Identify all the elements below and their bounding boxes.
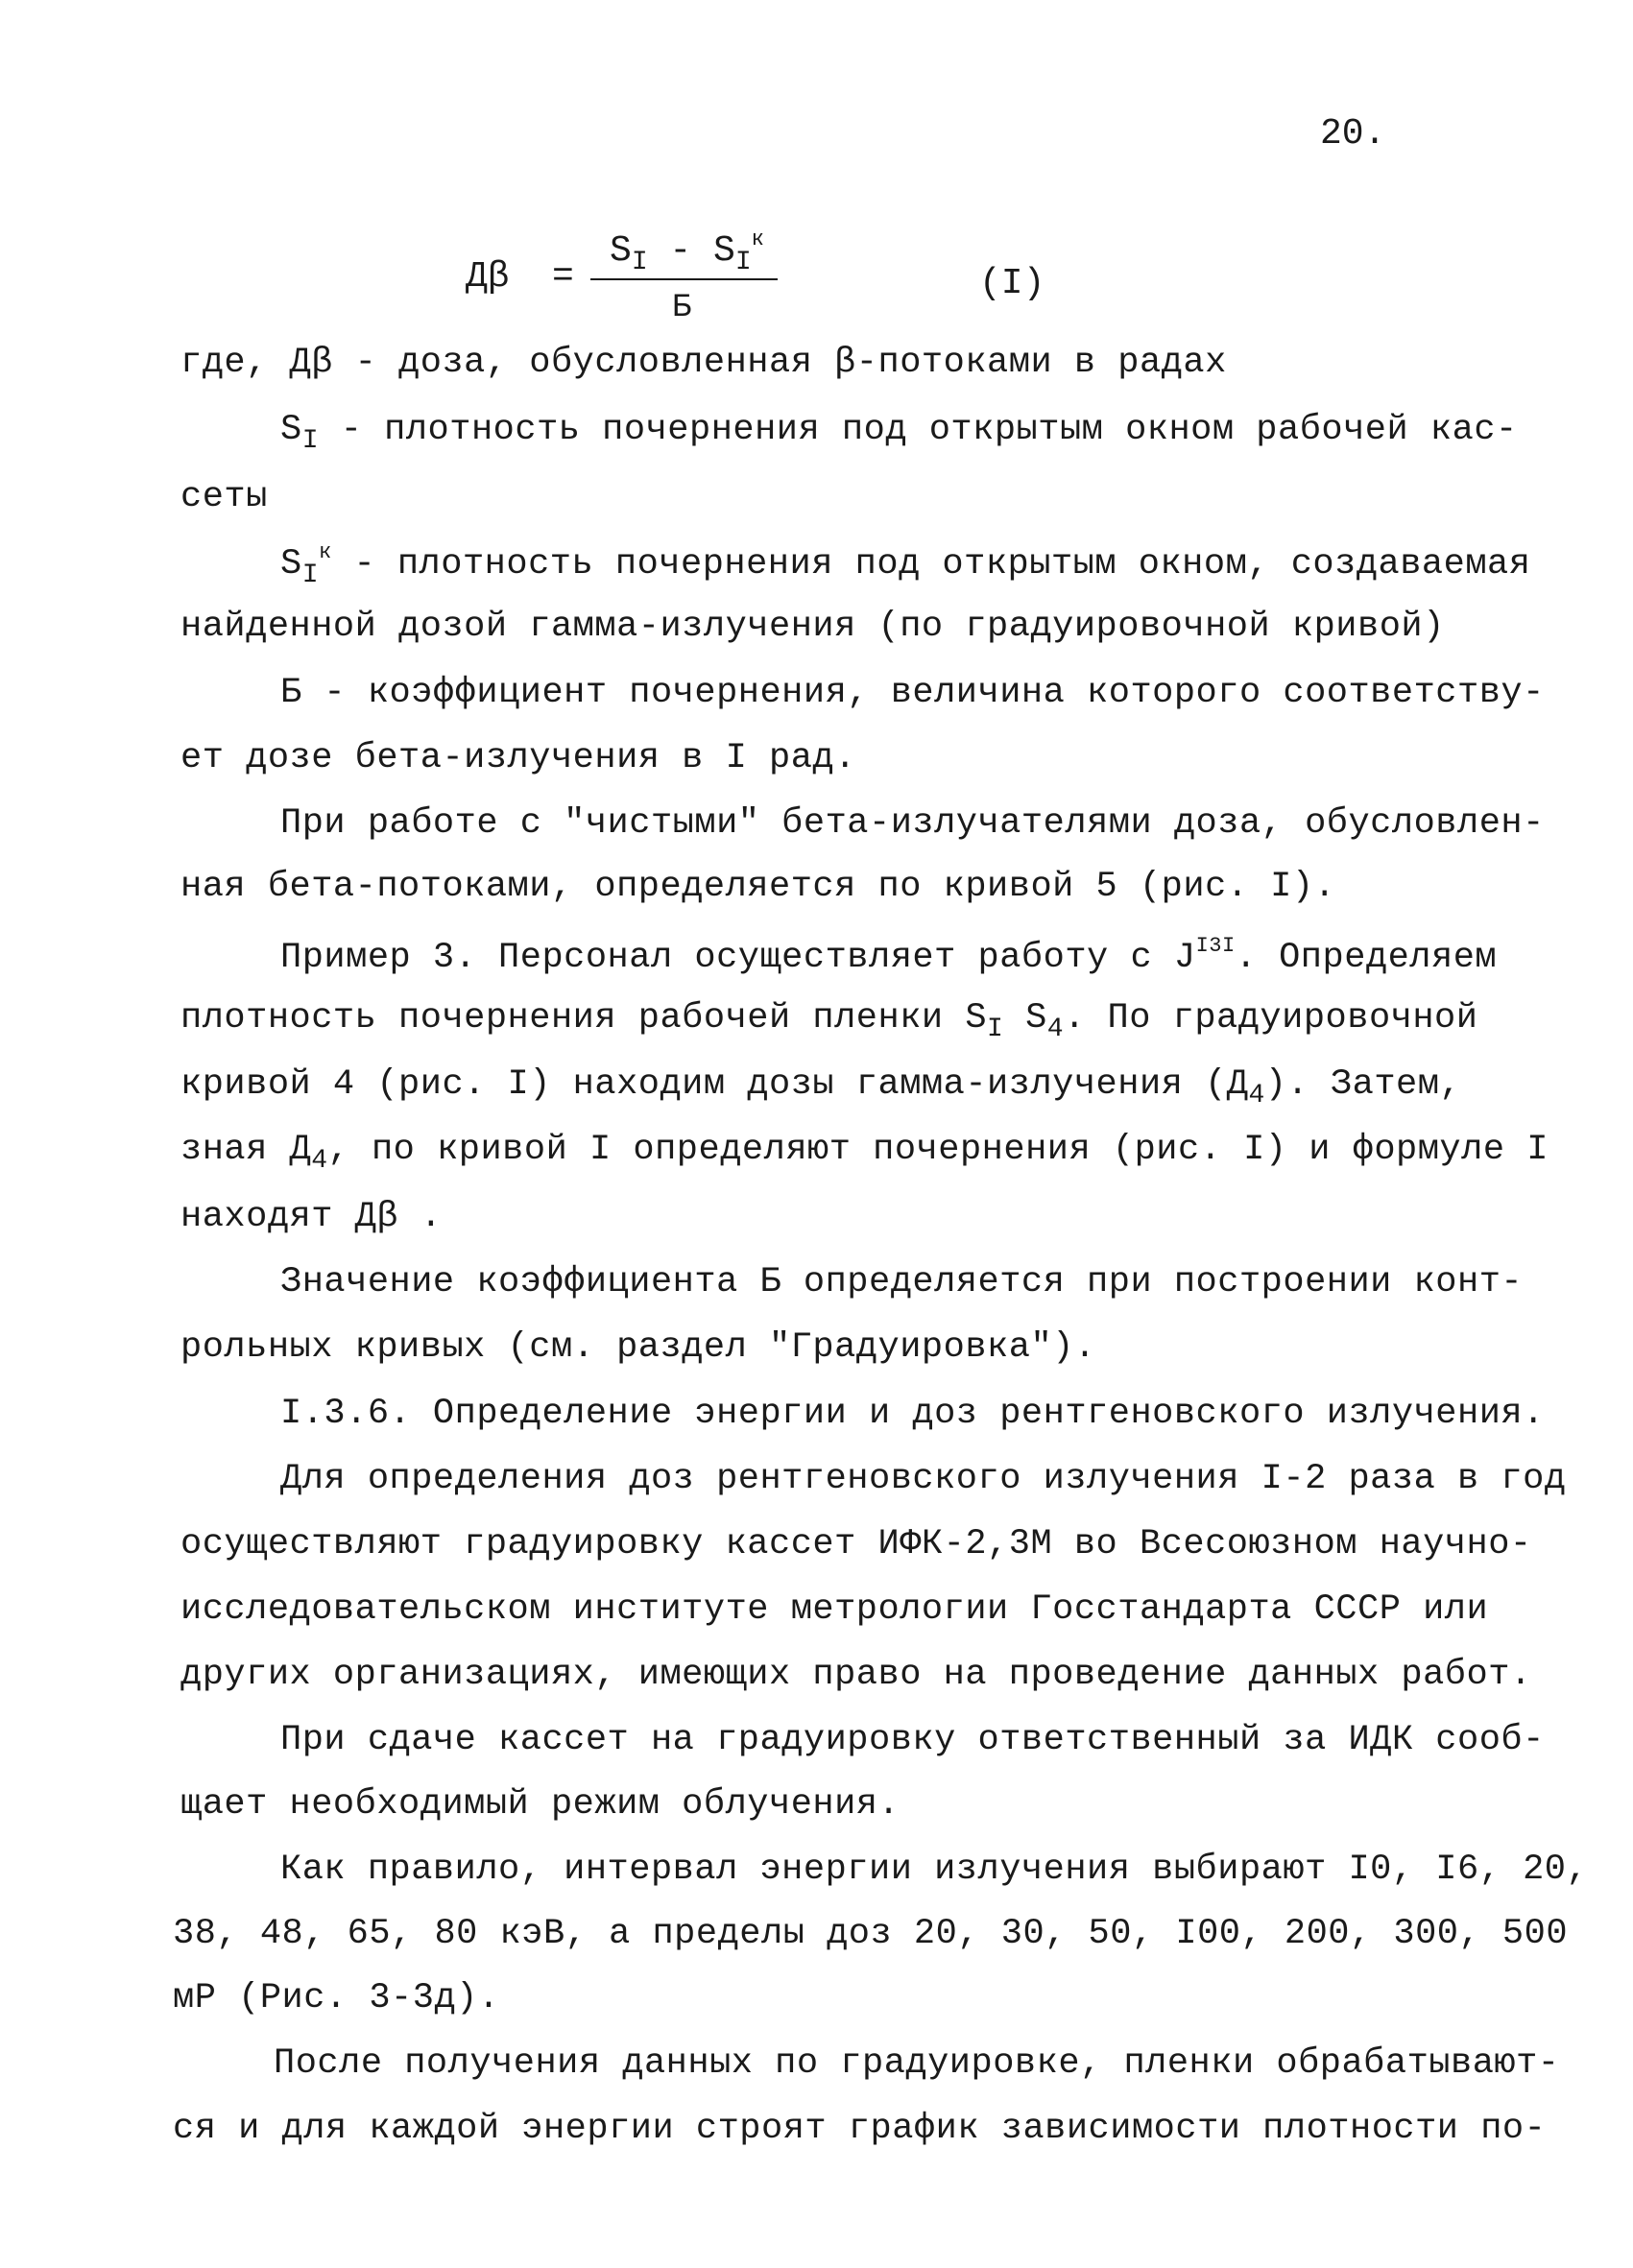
symbol-s4-subscript: 4 (1046, 1015, 1065, 1044)
line-11-text-a: плотность почернения рабочей пленки S (180, 998, 988, 1039)
text-line-24: Как правило, интервал энергии излучения выбирают I0, I6, 20, (280, 1850, 1589, 1890)
line-13-text-b: , по кривой I определяют почернения (рис. I) и формуле I (327, 1130, 1549, 1170)
dose-subscript: 4 (311, 1146, 328, 1176)
isotope-superscript: I3I (1195, 934, 1236, 958)
text-line-8: При работе с "чистыми" бета-излучателями доза, обусловлен- (280, 803, 1545, 844)
formula-denominator: Б (672, 290, 692, 326)
text-line-13 (180, 1130, 1549, 1176)
line-11-text-c: . По градуировочной (1064, 998, 1478, 1039)
section-heading: I.3.6. Определение энергии и доз рентгеновского излучения. (280, 1394, 1545, 1434)
formula-number: (I) (979, 263, 1045, 304)
text-line-2 (280, 410, 1518, 456)
symbol-s-subscript: I (301, 561, 320, 590)
text-line-6: Б - коэффициент почернения, величина которого соответству- (280, 673, 1545, 713)
line-10-text-b: . Определяем (1235, 938, 1498, 978)
formula-equals: = (552, 256, 574, 298)
symbol-s-subscript: I (987, 1015, 1004, 1044)
formula-lhs: Дβ (466, 256, 510, 298)
text-line-26: мР (Рис. 3-3д). (173, 1978, 500, 2018)
line-11-text-b: S (1003, 998, 1047, 1039)
text-line-1: где, Дβ - доза, обусловленная β-потоками в радах (180, 343, 1227, 383)
symbol-s-subscript: I (301, 426, 320, 456)
text-line-15: Значение коэффициента Б определяется при построении конт- (280, 1262, 1524, 1302)
text-line-25: 38, 48, 65, 80 кэВ, а пределы доз 20, 30, 50, I00, 200, 300, 500 (173, 1914, 1569, 1954)
text-line-28: ся и для каждой энергии строят график зависимости плотности по- (173, 2109, 1547, 2149)
text-line-19: осуществляют градуировку кассет ИФК-2,3М во Всесоюзном научно- (180, 1524, 1532, 1564)
numerator-minus: - (647, 230, 714, 272)
symbol-s: S (280, 410, 302, 450)
text-line-21: других организациях, имеющих право на проведение данных работ. (180, 1655, 1532, 1695)
text-line-4 (280, 542, 1530, 589)
text-line-7: ет дозе бета-излучения в I рад. (180, 738, 856, 778)
text-line-12 (180, 1064, 1462, 1110)
page-number: 20. (1320, 113, 1386, 155)
dose-subscript: 4 (1248, 1081, 1265, 1110)
symbol-s: S (280, 544, 302, 585)
symbol-s-superscript: к (319, 540, 332, 564)
formula (446, 213, 1045, 326)
numerator-term-b: S (713, 230, 735, 272)
numerator-term-b-subscript: I (734, 248, 752, 277)
line-2-text: - плотность почернения под открытым окном рабочей кас- (319, 410, 1518, 450)
line-4-text: - плотность почернения под открытым окном, создаваемая (331, 544, 1531, 585)
line-10-text-a: Пример 3. Персонал осуществляет работу с J (280, 938, 1196, 978)
numerator-term-b-superscript: к (751, 227, 764, 251)
text-line-20: исследовательском институте метрологии Госстандарта СССР или (180, 1589, 1489, 1630)
text-line-23: щает необходимый режим облучения. (180, 1784, 901, 1825)
text-line-9: ная бета-потоками, определяется по кривой 5 (рис. I). (180, 867, 1336, 907)
fraction-bar (590, 278, 778, 280)
text-line-16: рольных кривых (см. раздел "Градуировка"). (180, 1327, 1096, 1368)
line-13-text-a: зная Д (180, 1130, 312, 1170)
text-line-27: После получения данных по градуировке, пленки обрабатывают- (274, 2043, 1560, 2084)
line-12-text-b: ). Затем, (1264, 1064, 1462, 1105)
text-line-3: сеты (180, 477, 268, 517)
text-line-14: находят Дβ . (180, 1197, 443, 1237)
text-line-5: найденной дозой гамма-излучения (по градуировочной кривой) (180, 607, 1445, 647)
text-line-18: Для определения доз рентгеновского излучения I-2 раза в год (280, 1459, 1567, 1499)
line-12-text-a: кривой 4 (рис. I) находим дозы гамма-излучения (Д (180, 1064, 1249, 1105)
text-line-10 (280, 936, 1497, 976)
formula-numerator (610, 227, 764, 277)
text-line-22: При сдаче кассет на градуировку ответственный за ИДК сооб- (280, 1720, 1545, 1760)
text-line-11 (180, 998, 1478, 1044)
numerator-term-a-subscript: I (631, 248, 648, 277)
numerator-term-a: S (610, 230, 632, 272)
